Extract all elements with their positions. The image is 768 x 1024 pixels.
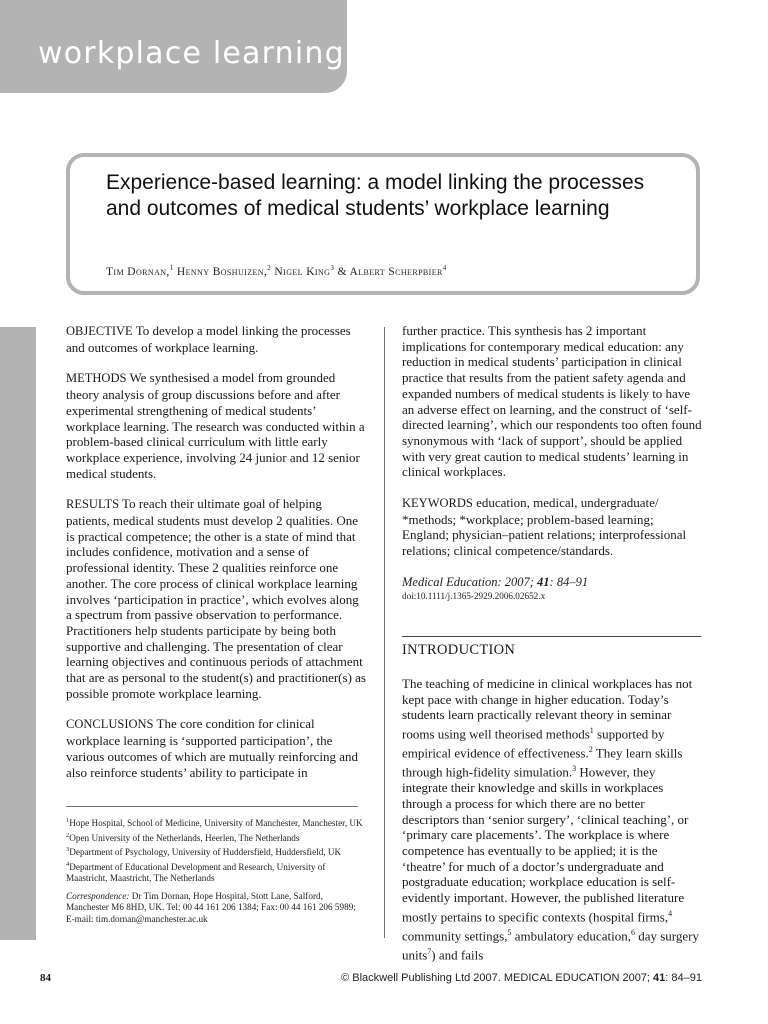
footnote [66,859,366,885]
author-name: Tim Dornan, [106,265,170,278]
citation-journal: Medical Education: 2007; [402,575,534,589]
side-band [0,327,36,940]
journal-citation [402,575,702,590]
citation-volume: 41 [537,575,550,589]
abstract-objective [66,323,366,355]
objective-heading: OBJECTIVE [66,324,133,338]
author-affil: 4 [442,264,447,272]
conclusions-continued: further practice. This synthesis has 2 important implications for contemporary medical education: any reduction in medical students’ participation in clinical practice that results from the patient safety agenda and expanded numbers of medical students is likely to have an adverse effect on learning, and the construct of ‘self-directed learning’, which our respondents too often found synonymous with ‘lack of support’, should be applied with very great caution to medical students’ learning in clinical workplaces. [402,323,702,480]
reference-marker: 5 [507,927,512,937]
results-heading: RESULTS [66,497,120,512]
author-list [106,264,666,278]
author-name: Henny Boshuizen, [176,265,268,278]
section-tab [0,0,347,93]
footnote-rule [66,806,358,807]
author-name: & Albert Scherpbier [337,265,443,278]
intro-text: However, they integrate their knowledge and skills in workplaces through a process for which there are no better descriptors than ‘senior surgery’, ‘clinical teaching’, or ‘primary care placements’. The workplace is where competence has eventually to be applied; it is the ‘theatre’ for much of a doctor’s undergraduate and postgraduate education; workplace education is self-evidently important. However, the published literature mostly pertains to specific contexts (hospital firms, [402,764,689,925]
footnote-number: 2 [66,831,70,839]
footnote-number: 3 [66,846,70,854]
citation-pages: : 84–91 [549,575,589,589]
results-text: To reach their ultimate goal of helping patients, medical students must develop 2 qualities. One is practical competence; the other is a state of mind that includes confidence, motivation and a sense of professional identity. These 2 qualities reinforce one another. The core process of clinical workplace learning involves ‘participation in practice’, which evolves along a spectrum from passive observation to performance. Practitioners help students participate by being both supportive and challenging. The presentation of clear learning objectives and continuous periods of attachment that are as personal to the student(s) and practitioner(s) as possible promote workplace learning. [66,496,366,701]
reference-marker: 7 [427,946,432,956]
introduction-body [402,676,702,963]
abstract-results [66,496,366,701]
methods-heading: METHODS [66,371,127,386]
footer-pages: : 84–91 [665,972,702,984]
reference-marker: 6 [630,927,635,937]
section-label: workplace learning [38,36,345,71]
intro-text: ) and fails [431,947,484,963]
footer-volume: 41 [653,972,666,984]
keywords-text: education, medical, undergraduate/ *methods; *workplace; problem-based learning; England; physician–patient relations; interprofessional relations; clinical competence/standards. [402,495,687,559]
footer-text: © Blackwell Publishing Ltd 2007. MEDICAL EDUCATION 2007; [341,972,650,984]
reference-marker: 4 [668,908,673,918]
column-divider [384,327,385,938]
footnote-text: Open University of the Netherlands, Heerlen, The Netherlands [69,832,300,843]
footnote-number: 1 [66,817,70,824]
footnote-number: 4 [66,860,70,868]
intro-text: The teaching of medicine in clinical workplaces has not kept pace with change in higher education. Today’s students learn practically relevant theory in seminar rooms using well theorised methods [402,676,693,742]
footnote-text: Department of Psychology, University of Huddersfield, Huddersfield, UK [69,847,342,858]
running-footer [341,972,702,984]
methods-text: We synthesised a model from grounded theory analysis of group discussions before and after experimental strengthening of medical students’ workplace learning. The research was conducted within a problem-based clinical curriculum with little early workplace experience, involving 24 junior and 12 senior medical students. [66,370,365,481]
abstract-methods [66,370,366,481]
introduction-heading: INTRODUCTION [402,642,516,658]
doi: doi:10.1111/j.1365-2929.2006.02652.x [402,591,546,601]
correspondence-label: Correspondence: [66,890,130,901]
abstract-right-column [402,323,702,574]
reference-marker: 1 [589,726,594,736]
conclusions-text: The core condition for clinical workplace learning is ‘supported participation’, the various outcomes of which are mutually reinforcing and also reinforce students’ ability to participate in [66,716,359,780]
intro-text: supported by empirical evidence of effectiveness. [402,726,665,761]
footnote [66,830,366,845]
correspondence [66,891,366,926]
author-affil: 1 [169,264,174,272]
article-title: Experience-based learning: a model linking the processes and outcomes of medical students’ workplace learning [106,171,645,220]
intro-text: community settings, [402,928,508,944]
page-number: 84 [40,972,51,984]
author-name: Nigel King [274,265,331,278]
footnote [66,844,366,859]
footnote [66,815,366,830]
correspondence-text: Dr Tim Dornan, Hope Hospital, Stott Lane, Salford, Manchester M6 8HD, UK. Tel: 00 44 161 206 1384; Fax: 00 44 161 206 5989; E-mail: tim.dornan@manchester.ac.uk [66,890,356,924]
introduction-rule [402,636,701,637]
affiliation-footnotes [66,815,366,925]
intro-text: day surgery units [402,928,699,963]
abstract-left-column [66,323,366,795]
footnote-text: Hope Hospital, School of Medicine, University of Manchester, Manchester, UK [69,818,363,829]
reference-marker: 3 [572,764,577,774]
keywords-heading: KEYWORDS [402,496,473,511]
author-affil: 3 [330,264,335,272]
keywords [402,495,702,559]
intro-text: ambulatory education, [511,928,631,944]
objective-text: To develop a model linking the processes and outcomes of workplace learning. [66,323,351,355]
footnote-text: Department of Educational Development and Research, University of Maastricht, Maastricht, The Netherlands [66,861,326,884]
reference-marker: 2 [588,745,593,755]
intro-text: They learn skills through high-fidelity simulation. [402,745,683,780]
abstract-conclusions [66,716,366,780]
author-affil: 2 [267,264,272,272]
conclusions-heading: CONCLUSIONS [66,717,154,732]
